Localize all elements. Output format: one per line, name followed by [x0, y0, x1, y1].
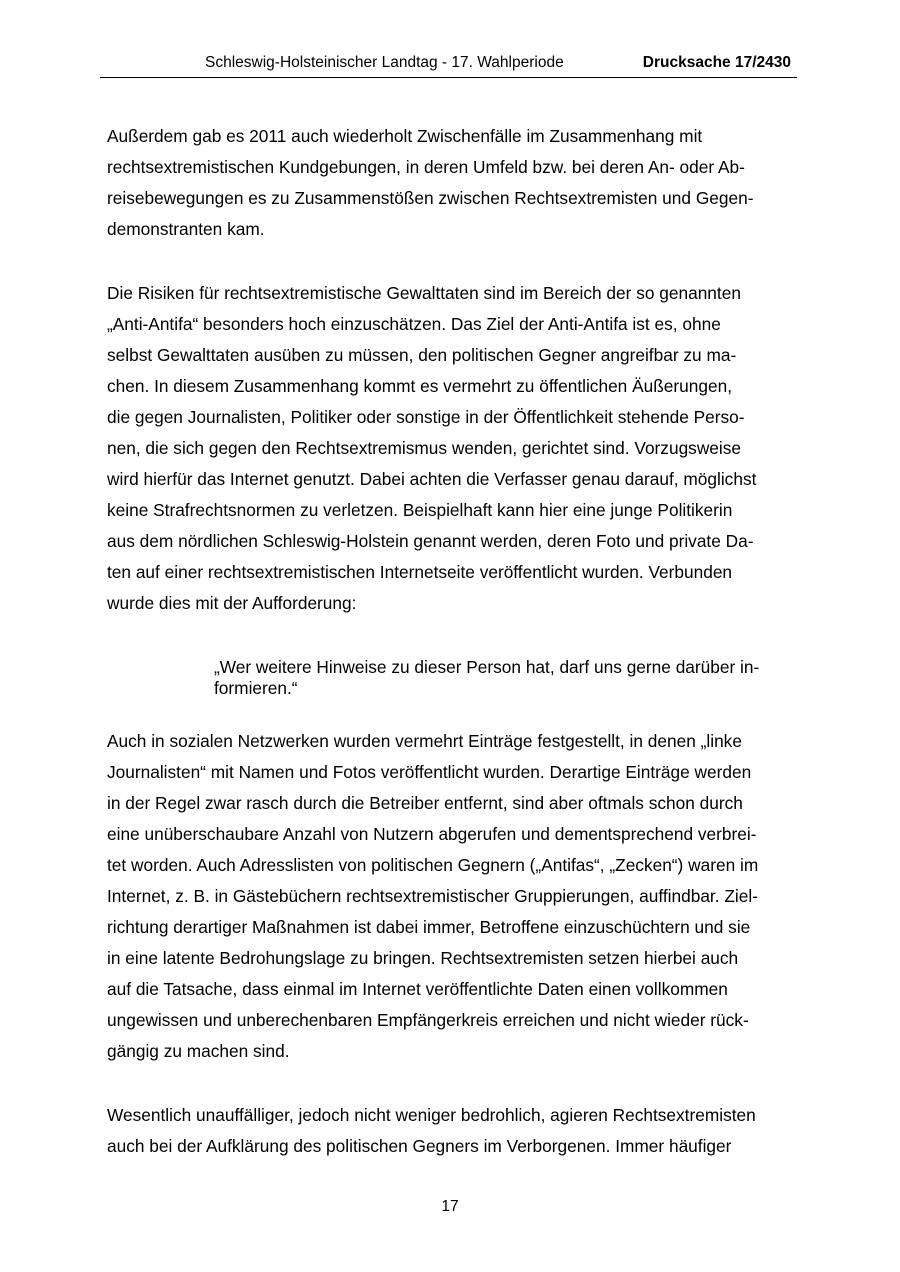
text-line: chen. In diesem Zusammenhang kommt es vermehrt zu öffentlichen Äußerungen, [107, 376, 733, 396]
paragraph-1 [107, 121, 797, 245]
text-line: auch bei der Aufklärung des politischen Gegners im Verborgenen. Immer häufiger [107, 1136, 732, 1156]
text-line: selbst Gewalttaten ausüben zu müssen, den politischen Gegner angreifbar zu ma- [107, 345, 737, 365]
text-line: gängig zu machen sind. [107, 1041, 290, 1061]
page-number: 17 [441, 1198, 459, 1215]
text-line: Wesentlich unauffälliger, jedoch nicht weniger bedrohlich, agieren Rechtsextremisten [107, 1105, 756, 1125]
text-line: wird hierfür das Internet genutzt. Dabei achten die Verfasser genau darauf, möglichst [107, 469, 757, 489]
paragraph-4 [107, 1100, 797, 1162]
text-line: Die Risiken für rechtsextremistische Gewalttaten sind im Bereich der so genannten [107, 283, 741, 303]
block-quote [214, 657, 794, 699]
document-number: Drucksache 17/2430 [642, 54, 791, 71]
text-line: keine Strafrechtsnormen zu verletzen. Beispielhaft kann hier eine junge Politikerin [107, 500, 733, 520]
page-header [100, 50, 797, 78]
paragraph-2 [107, 278, 797, 619]
text-line: rechtsextremistischen Kundgebungen, in deren Umfeld bzw. bei deren An- oder Ab- [107, 157, 745, 177]
text-line: aus dem nördlichen Schleswig-Holstein genannt werden, deren Foto und private Da- [107, 531, 754, 551]
text-line: wurde dies mit der Aufforderung: [107, 593, 357, 613]
quote-line: „Wer weitere Hinweise zu dieser Person hat, darf uns gerne darüber in- [214, 657, 760, 677]
text-line: „Anti-Antifa“ besonders hoch einzuschätzen. Das Ziel der Anti-Antifa ist es, ohne [107, 314, 721, 334]
text-line: Internet, z. B. in Gästebüchern rechtsextremistischer Gruppierungen, auffindbar. Ziel- [107, 886, 758, 906]
text-line: ungewissen und unberechenbaren Empfängerkreis erreichen und nicht wieder rück- [107, 1010, 749, 1030]
header-title: Schleswig-Holsteinischer Landtag - 17. Wahlperiode [205, 54, 564, 71]
quote-line: formieren.“ [214, 678, 298, 698]
text-line: richtung derartiger Maßnahmen ist dabei immer, Betroffene einzuschüchtern und sie [107, 917, 751, 937]
text-line: in eine latente Bedrohungslage zu bringen. Rechtsextremisten setzen hierbei auch [107, 948, 739, 968]
text-line: nen, die sich gegen den Rechtsextremismus wenden, gerichtet sind. Vorzugsweise [107, 438, 741, 458]
text-line: Journalisten“ mit Namen und Fotos veröffentlicht wurden. Derartige Einträge werden [107, 762, 752, 782]
text-line: in der Regel zwar rasch durch die Betreiber entfernt, sind aber oftmals schon durch [107, 793, 743, 813]
text-line: Außerdem gab es 2011 auch wiederholt Zwischenfälle im Zusammenhang mit [107, 126, 703, 146]
text-line: reisebewegungen es zu Zusammenstößen zwischen Rechtsextremisten und Gegen- [107, 188, 754, 208]
paragraph-3 [107, 726, 797, 1067]
text-line: eine unüberschaubare Anzahl von Nutzern abgerufen und dementsprechend verbrei- [107, 824, 757, 844]
text-line: auf die Tatsache, dass einmal im Internet veröffentlichte Daten einen vollkommen [107, 979, 728, 999]
text-line: die gegen Journalisten, Politiker oder sonstige in der Öffentlichkeit stehende Perso- [107, 407, 745, 427]
text-line: demonstranten kam. [107, 219, 265, 239]
text-line: tet worden. Auch Adresslisten von politischen Gegnern („Antifas“, „Zecken“) waren im [107, 855, 759, 875]
text-line: Auch in sozialen Netzwerken wurden vermehrt Einträge festgestellt, in denen „linke [107, 731, 742, 751]
text-line: ten auf einer rechtsextremistischen Internetseite veröffentlicht wurden. Verbunden [107, 562, 733, 582]
